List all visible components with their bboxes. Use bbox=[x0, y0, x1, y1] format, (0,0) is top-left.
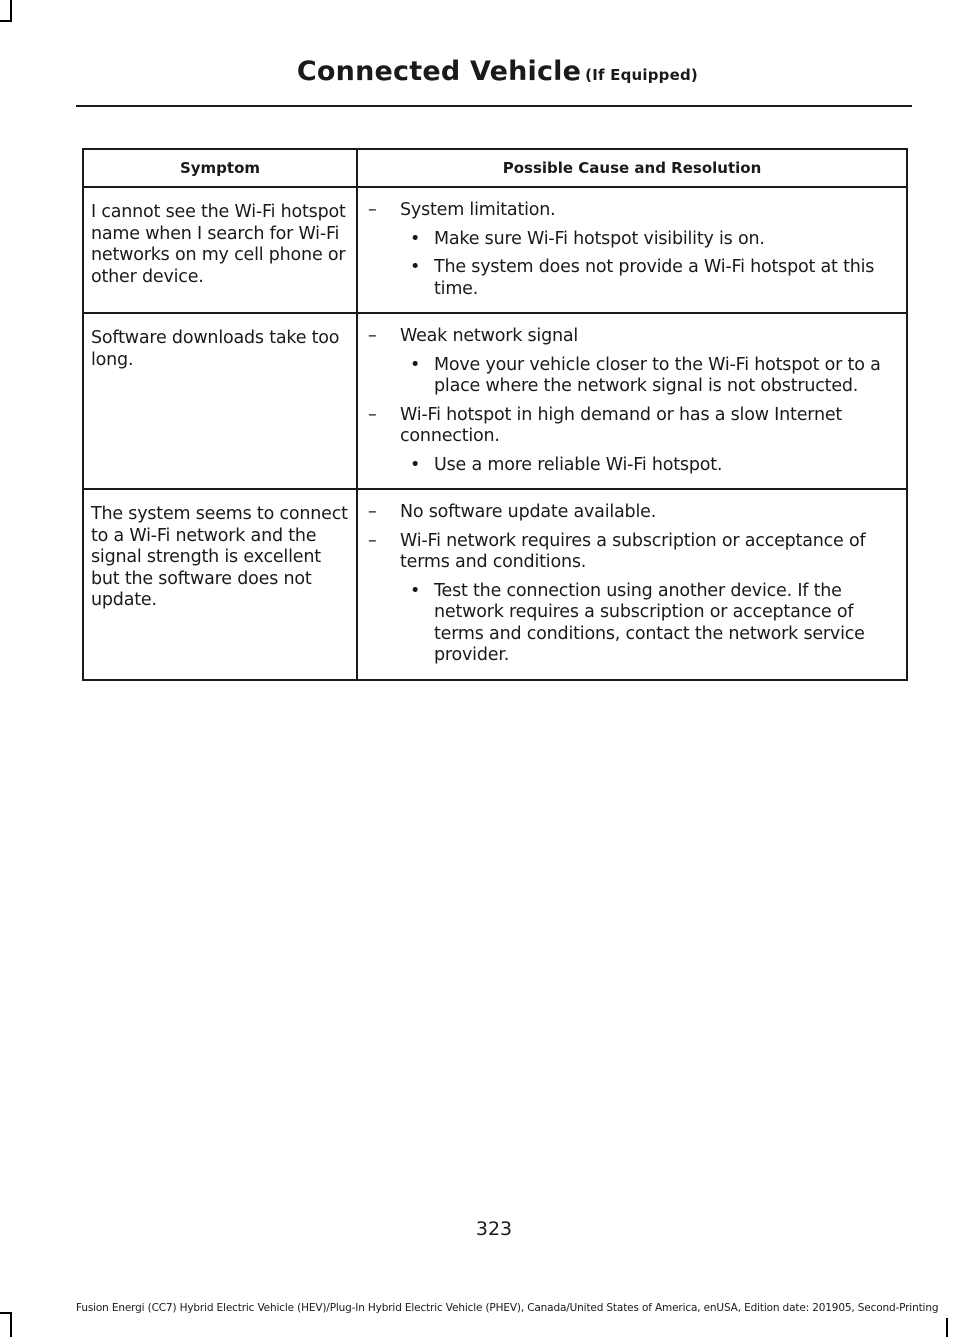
resolution-item bbox=[368, 455, 900, 477]
page-header bbox=[297, 56, 698, 87]
bullet-marker: • bbox=[410, 354, 421, 375]
resolution-text: Use a more reliable Wi-Fi hotspot. bbox=[434, 454, 723, 475]
resolution-text: Make sure Wi-Fi hotspot visibility is on. bbox=[434, 228, 765, 249]
cause-text: System limitation. bbox=[400, 200, 556, 220]
page-number: 323 bbox=[475, 1218, 513, 1240]
resolution-item bbox=[368, 257, 900, 300]
crop-mark bbox=[0, 20, 12, 22]
dash-marker: – bbox=[368, 502, 377, 522]
crop-mark bbox=[10, 1312, 12, 1337]
header-divider bbox=[76, 105, 912, 107]
crop-mark bbox=[10, 0, 12, 22]
troubleshooting-table bbox=[82, 148, 908, 681]
cause-item bbox=[368, 326, 900, 348]
cause-text: Wi-Fi network requires a subscription or acceptance of terms and conditions. bbox=[400, 530, 866, 572]
dash-marker: – bbox=[368, 200, 377, 220]
page-footer: Fusion Energi (CC7) Hybrid Electric Vehicle (HEV)/Plug-In Hybrid Electric Vehicle (PHEV), Canada/United States of America, enUSA, Edition date: 201905, Second-Printing bbox=[76, 1302, 939, 1314]
bullet-marker: • bbox=[410, 228, 421, 249]
column-header-symptom: Symptom bbox=[83, 149, 357, 187]
section-subtitle: (If Equipped) bbox=[585, 66, 698, 84]
cause-item bbox=[368, 531, 900, 574]
symptom-cell: Software downloads take too long. bbox=[83, 313, 357, 489]
resolution-text: The system does not provide a Wi-Fi hotspot at this time. bbox=[434, 257, 875, 299]
table-row bbox=[83, 187, 907, 313]
bullet-marker: • bbox=[410, 454, 421, 475]
dash-marker: – bbox=[368, 404, 377, 425]
cause-text: Wi-Fi hotspot in high demand or has a slow Internet connection. bbox=[400, 404, 843, 446]
cause-item bbox=[368, 405, 900, 448]
resolution-item bbox=[368, 229, 900, 251]
column-header-cause: Possible Cause and Resolution bbox=[357, 149, 907, 187]
resolution-text: Test the connection using another device. If the network requires a subscription or acceptance of terms and conditions, contact the network service provider. bbox=[434, 580, 865, 665]
cause-cell bbox=[357, 187, 907, 313]
cause-item bbox=[368, 502, 900, 524]
crop-mark bbox=[946, 1318, 948, 1337]
symptom-cell: I cannot see the Wi-Fi hotspot name when I search for Wi-Fi networks on my cell phone or other device. bbox=[83, 187, 357, 313]
section-title: Connected Vehicle bbox=[296, 56, 582, 87]
cause-cell bbox=[357, 313, 907, 489]
resolution-item bbox=[368, 581, 900, 667]
dash-marker: – bbox=[368, 326, 377, 346]
symptom-cell: The system seems to connect to a Wi-Fi network and the signal strength is excellent but the software does not update. bbox=[83, 489, 357, 680]
table-row bbox=[83, 489, 907, 680]
cause-item bbox=[368, 200, 900, 222]
table-header-row bbox=[83, 149, 907, 187]
bullet-marker: • bbox=[410, 257, 421, 277]
dash-marker: – bbox=[368, 530, 377, 551]
table-row bbox=[83, 313, 907, 489]
cause-text: No software update available. bbox=[400, 502, 657, 522]
cause-cell bbox=[357, 489, 907, 680]
cause-text: Weak network signal bbox=[400, 326, 579, 346]
resolution-text: Move your vehicle closer to the Wi-Fi hotspot or to a place where the network signal is not obstructed. bbox=[434, 354, 881, 396]
resolution-item bbox=[368, 355, 900, 398]
crop-mark bbox=[0, 1312, 12, 1314]
bullet-marker: • bbox=[410, 580, 421, 601]
